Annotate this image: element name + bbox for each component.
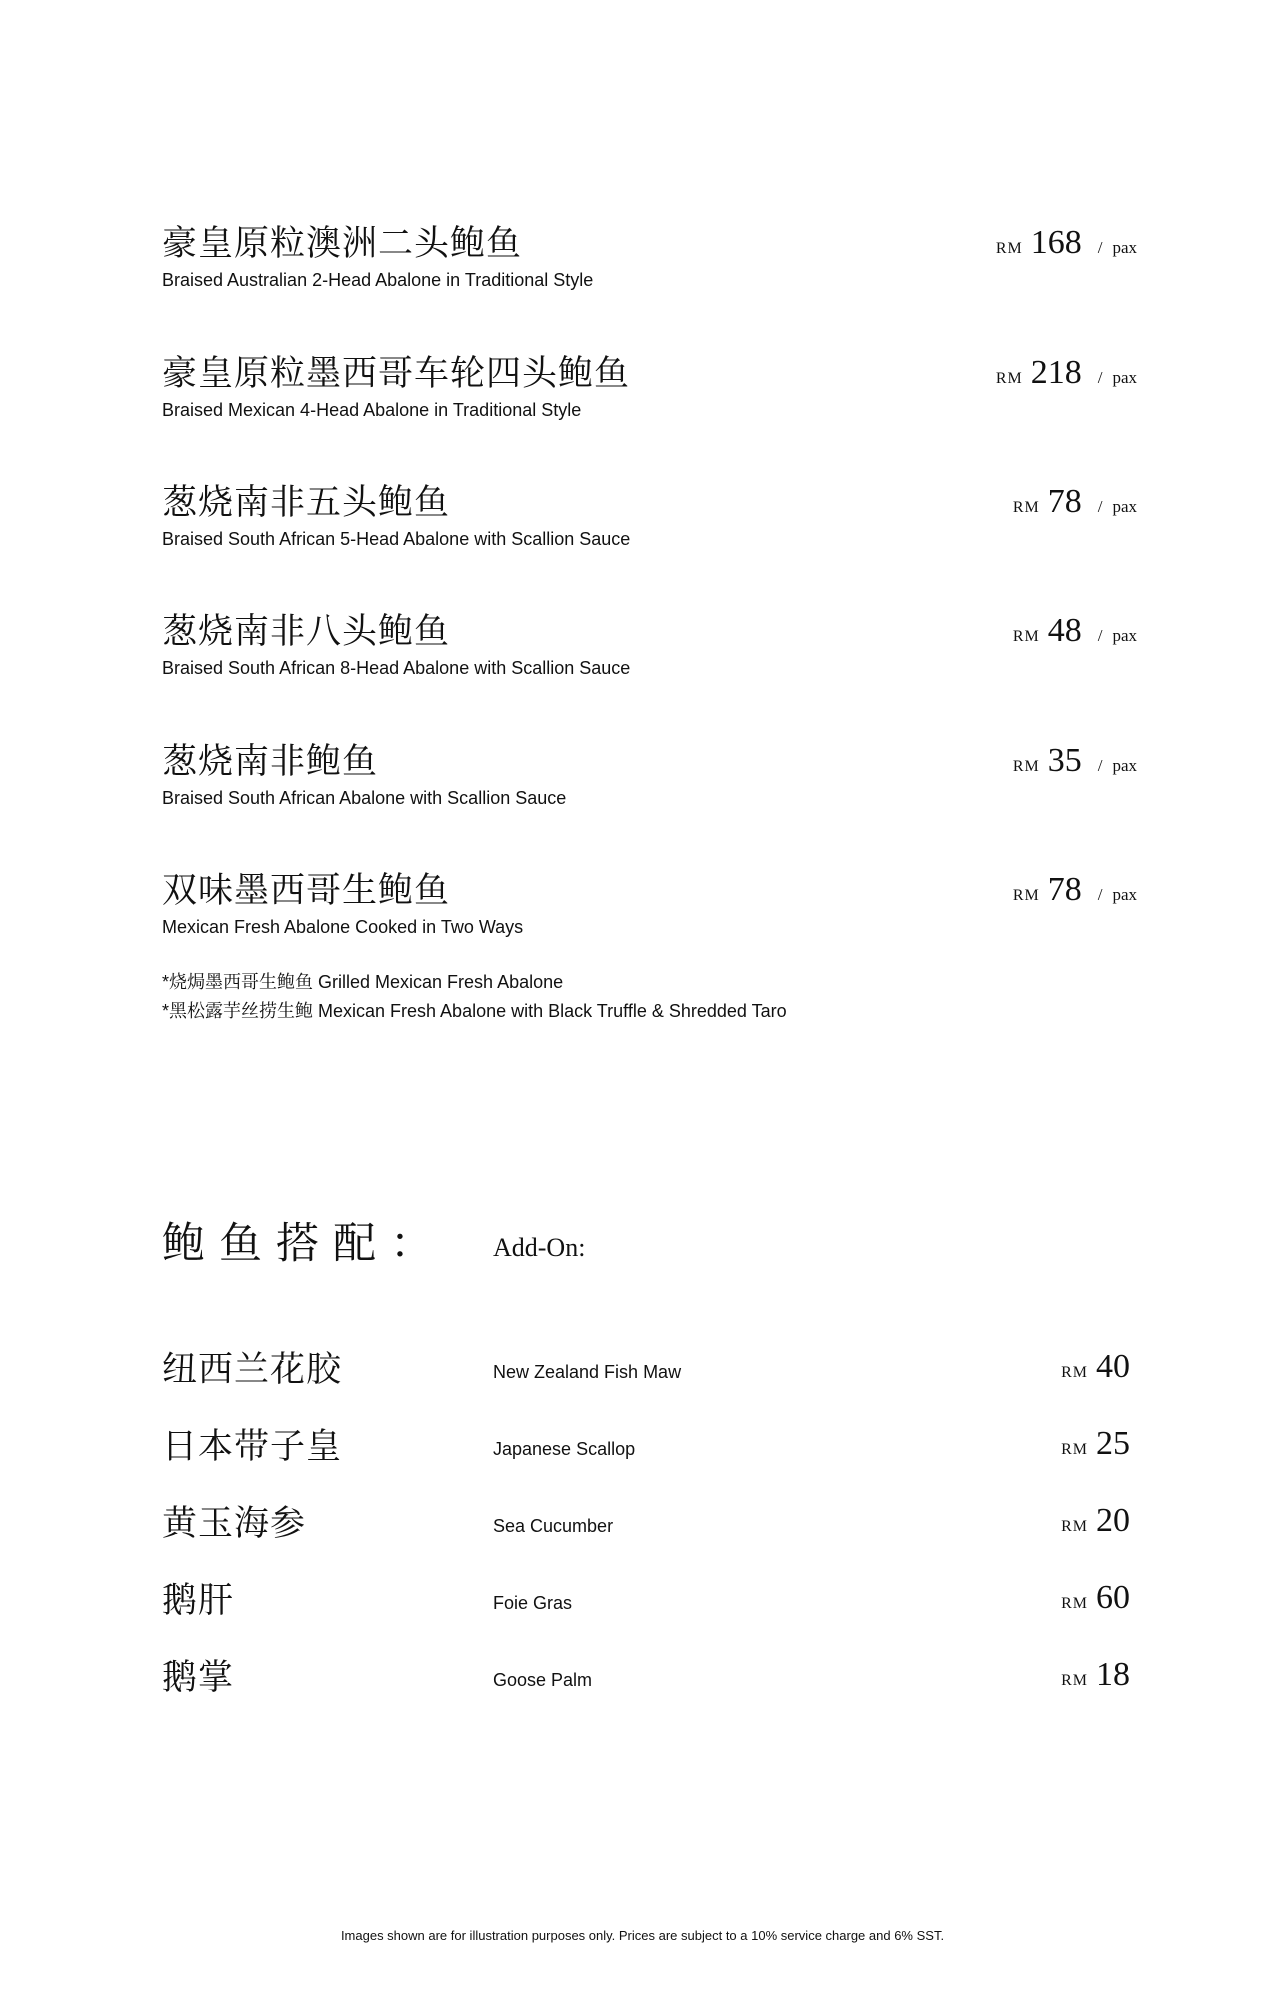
price-unit: pax bbox=[1112, 497, 1137, 516]
currency: RM bbox=[1061, 1518, 1088, 1535]
currency: RM bbox=[1061, 1595, 1088, 1612]
note-line: *黑松露芋丝捞生鲍 Mexican Fresh Abalone with Black Truffle & Shredded Taro bbox=[162, 1001, 787, 1021]
addon-name-zh: 鹅肝 bbox=[162, 1581, 235, 1621]
addon-name-zh: 日本带子皇 bbox=[162, 1427, 343, 1467]
price-unit: pax bbox=[1112, 756, 1137, 775]
dish-price bbox=[996, 354, 1137, 392]
currency: RM bbox=[1012, 499, 1040, 516]
addon-name-zh: 纽西兰花胶 bbox=[162, 1350, 343, 1390]
price-unit: pax bbox=[1112, 626, 1137, 645]
addon-title-zh: 鲍鱼搭配： bbox=[162, 1219, 447, 1269]
price-amount: 35 bbox=[1047, 742, 1082, 779]
dish-price bbox=[996, 224, 1137, 262]
dish-name-zh: 豪皇原粒墨西哥车轮四头鲍鱼 bbox=[162, 354, 631, 394]
dish-item bbox=[162, 222, 1137, 312]
dish-price bbox=[1013, 742, 1137, 780]
addon-item bbox=[162, 1579, 1130, 1629]
price-separator: / bbox=[1097, 756, 1103, 775]
dish-name-zh: 葱烧南非八头鲍鱼 bbox=[162, 612, 451, 652]
addon-name-en: Goose Palm bbox=[493, 1670, 593, 1690]
currency: RM bbox=[995, 240, 1023, 257]
addon-price bbox=[1061, 1502, 1130, 1540]
dish-price bbox=[1013, 612, 1137, 650]
price-separator: / bbox=[1097, 368, 1103, 387]
dish-price bbox=[1013, 871, 1137, 909]
currency: RM bbox=[1012, 758, 1040, 775]
price-amount: 218 bbox=[1030, 354, 1082, 391]
currency: RM bbox=[1061, 1441, 1088, 1458]
footer-disclaimer: Images shown are for illustration purposes only. Prices are subject to a 10% service charge and 6% SST. bbox=[340, 1928, 945, 1943]
addon-name-zh: 鹅掌 bbox=[162, 1658, 235, 1698]
addon-price bbox=[1061, 1579, 1130, 1617]
addon-item bbox=[162, 1425, 1130, 1475]
dish-item bbox=[162, 610, 1137, 700]
dish-item bbox=[162, 869, 1137, 959]
price-separator: / bbox=[1097, 497, 1103, 516]
dish-name-en: Braised Mexican 4-Head Abalone in Traditional Style bbox=[162, 400, 582, 420]
addon-price bbox=[1061, 1425, 1130, 1463]
price-amount: 18 bbox=[1096, 1656, 1130, 1693]
price-unit: pax bbox=[1112, 368, 1137, 387]
addon-item bbox=[162, 1656, 1130, 1706]
dish-name-zh: 豪皇原粒澳洲二头鲍鱼 bbox=[162, 224, 523, 264]
price-amount: 60 bbox=[1096, 1579, 1130, 1616]
price-amount: 48 bbox=[1047, 612, 1082, 649]
currency: RM bbox=[1012, 628, 1040, 645]
price-amount: 78 bbox=[1047, 871, 1082, 908]
addon-name-en: New Zealand Fish Maw bbox=[493, 1362, 682, 1382]
currency: RM bbox=[995, 370, 1023, 387]
dish-name-en: Braised Australian 2-Head Abalone in Traditional Style bbox=[162, 270, 594, 290]
addon-item bbox=[162, 1502, 1130, 1552]
price-amount: 78 bbox=[1047, 483, 1082, 520]
note-line: *烧焗墨西哥生鲍鱼 Grilled Mexican Fresh Abalone bbox=[162, 972, 564, 992]
addon-name-en: Foie Gras bbox=[493, 1593, 573, 1613]
dish-item bbox=[162, 352, 1137, 442]
currency: RM bbox=[1012, 887, 1040, 904]
dish-price bbox=[1013, 483, 1137, 521]
price-amount: 25 bbox=[1096, 1425, 1130, 1462]
dish-item bbox=[162, 740, 1137, 830]
price-separator: / bbox=[1097, 885, 1103, 904]
addon-name-zh: 黄玉海参 bbox=[162, 1504, 307, 1544]
dish-name-en: Mexican Fresh Abalone Cooked in Two Ways bbox=[162, 917, 524, 937]
price-separator: / bbox=[1097, 626, 1103, 645]
price-unit: pax bbox=[1112, 238, 1137, 257]
price-separator: / bbox=[1097, 238, 1103, 257]
dish-name-zh: 葱烧南非五头鲍鱼 bbox=[162, 483, 451, 523]
dish-name-en: Braised South African 8-Head Abalone with Scallion Sauce bbox=[162, 658, 631, 678]
dish-name-zh: 葱烧南非鲍鱼 bbox=[162, 742, 379, 782]
price-unit: pax bbox=[1112, 885, 1137, 904]
price-amount: 40 bbox=[1096, 1348, 1130, 1385]
price-amount: 20 bbox=[1096, 1502, 1130, 1539]
dish-item bbox=[162, 481, 1137, 571]
dish-name-en: Braised South African 5-Head Abalone with Scallion Sauce bbox=[162, 529, 631, 549]
addon-price bbox=[1061, 1656, 1130, 1694]
addon-item bbox=[162, 1348, 1130, 1398]
addon-name-en: Japanese Scallop bbox=[493, 1439, 636, 1459]
currency: RM bbox=[1061, 1672, 1088, 1689]
dish-name-en: Braised South African Abalone with Scallion Sauce bbox=[162, 788, 567, 808]
price-amount: 168 bbox=[1030, 224, 1082, 261]
dish-notes bbox=[162, 968, 787, 1026]
currency: RM bbox=[1061, 1364, 1088, 1381]
dish-name-zh: 双味墨西哥生鲍鱼 bbox=[162, 871, 451, 911]
addon-price bbox=[1061, 1348, 1130, 1386]
addon-title-en: Add-On: bbox=[493, 1233, 586, 1262]
addon-name-en: Sea Cucumber bbox=[493, 1516, 614, 1536]
